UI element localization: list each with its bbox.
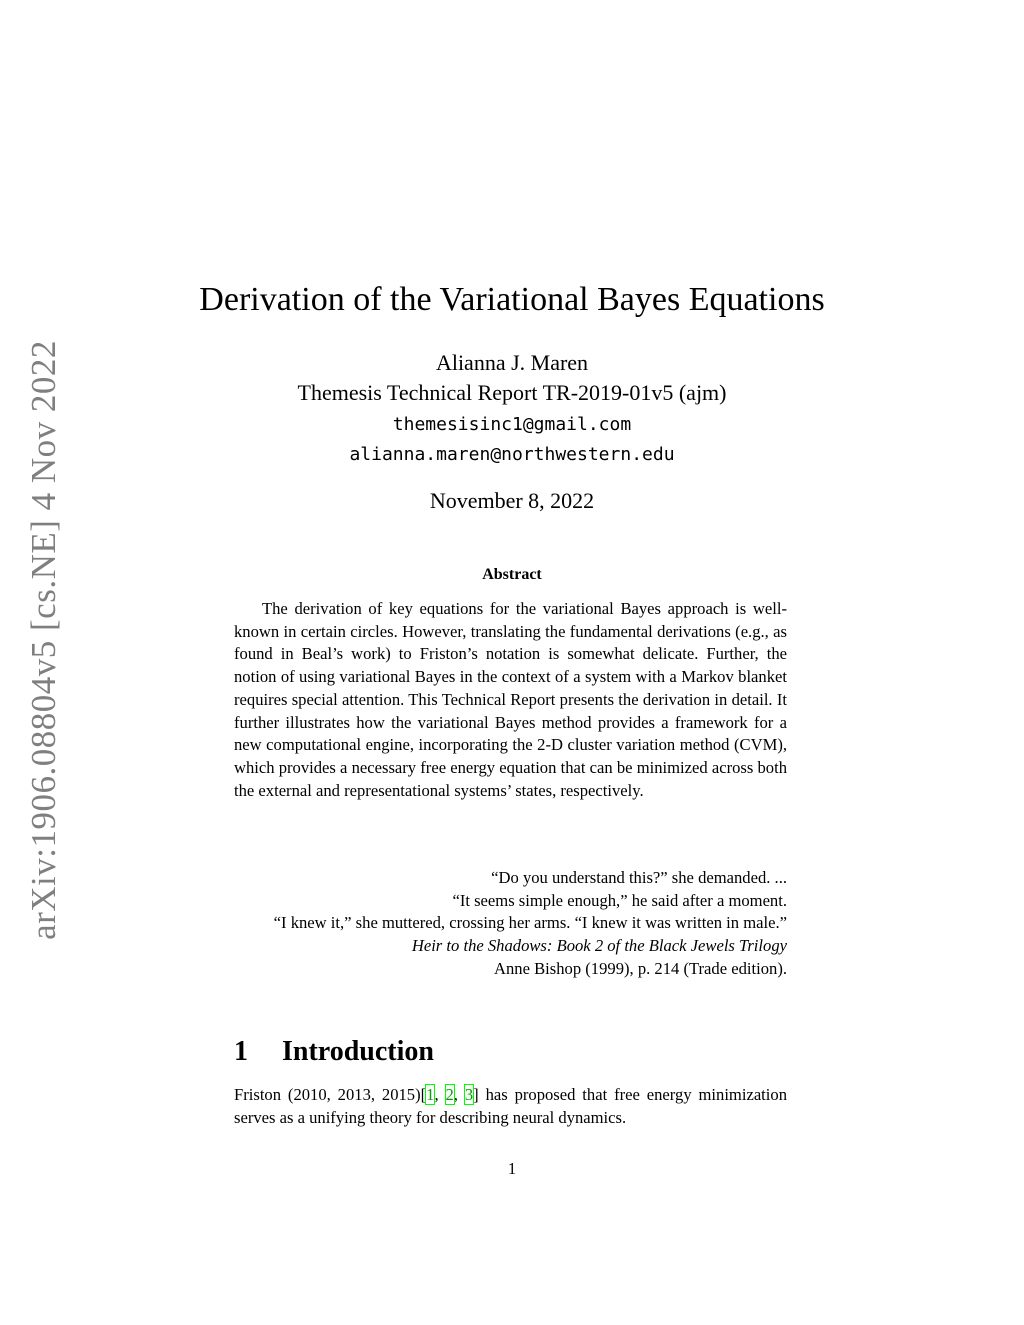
intro-text-after: has proposed that free energy minimization serves as a unifying theory for describing neural dynamics.	[234, 1085, 787, 1127]
paper-date: November 8, 2022	[429, 488, 595, 513]
citation-link[interactable]: 2	[445, 1085, 454, 1104]
citation-link[interactable]: 3	[464, 1085, 474, 1104]
section-number: 1	[234, 1036, 248, 1067]
epigraph-line: “I knew it,” she muttered, crossing her arms. “I knew it was written in male.”	[273, 913, 787, 933]
epigraph-book: Heir to the Shadows: Book 2 of the Black Jewels Trilogy	[411, 936, 787, 956]
abstract-heading: Abstract	[482, 566, 542, 583]
citation-link[interactable]: 1	[426, 1085, 435, 1104]
section-heading	[234, 1032, 434, 1072]
epigraph-line: “It seems simple enough,” he said after a moment.	[452, 890, 787, 910]
epigraph	[234, 867, 787, 981]
intro-text-before: Friston (2010, 2013, 2015)	[234, 1085, 421, 1104]
epigraph-attribution: Anne Bishop (1999), p. 214 (Trade edition).	[494, 958, 787, 978]
section-title: Introduction	[282, 1036, 434, 1067]
author-email-2[interactable]: alianna.maren@northwestern.edu	[349, 444, 675, 465]
author-email-1[interactable]: themesisinc1@gmail.com	[392, 414, 632, 435]
author-name: Alianna J. Maren	[435, 350, 589, 375]
page-number: 1	[507, 1159, 517, 1178]
epigraph-line: “Do you understand this?” she demanded. ...	[491, 868, 787, 887]
intro-paragraph: Friston (2010, 2013, 2015)[1, 2, 3] has proposed that free energy minimization serves as a unifying theory for describing neural dynamics.	[234, 1085, 787, 1127]
arxiv-stamp-text: arXiv:1906.08804v5 [cs.NE] 4 Nov 2022	[24, 340, 63, 940]
paper-title: Derivation of the Variational Bayes Equations	[199, 281, 825, 318]
report-id: Themesis Technical Report TR-2019-01v5 (ajm)	[297, 380, 727, 405]
abstract-text: The derivation of key equations for the variational Bayes approach is well-known in certain circles. However, translating the fundamental derivations (e.g., as found in Beal’s work) to Friston’s notation is somewhat delicate. Further, the notion of using variational Bayes in the context of a system with a Markov blanket requires special attention. This Technical Report presents the derivation in detail. It further illustrates how the variational Bayes method provides a framework for a new computational engine, incorporating the 2-D cluster variation method (CVM), which provides a necessary free energy equation that can be minimized across both the external and representational systems’ states, respectively.	[234, 599, 787, 800]
